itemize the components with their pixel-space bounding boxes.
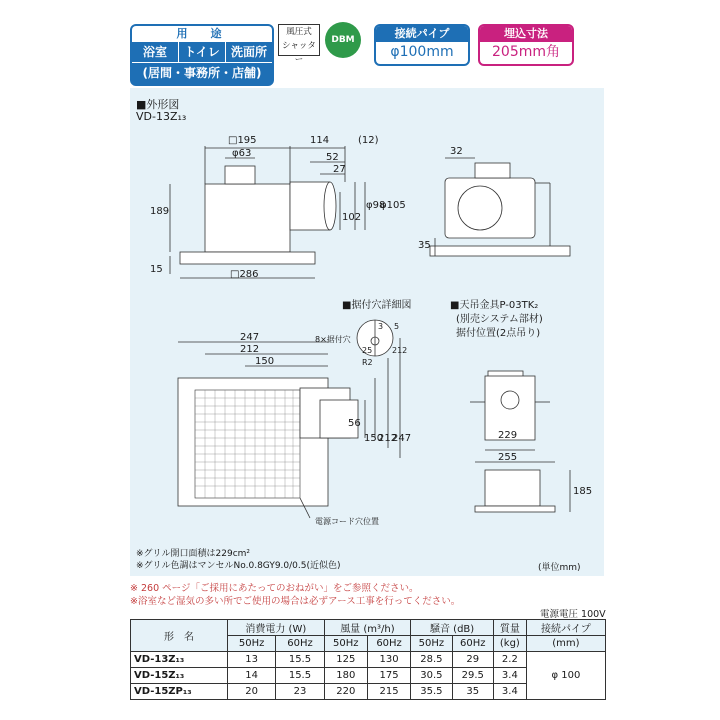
dim-phi105: φ105 <box>380 200 406 211</box>
dim-25: 25 <box>362 346 373 355</box>
dim-32: 32 <box>450 146 463 157</box>
row-n60: 29 <box>452 652 493 668</box>
shutter-badge <box>278 24 320 65</box>
th-mass-unit: (kg) <box>493 636 526 652</box>
usage-title: 用 途 <box>132 26 272 42</box>
row-model: VD-13Z₁₃ <box>131 652 228 668</box>
body-side-view <box>205 184 290 252</box>
row-f60: 130 <box>367 652 410 668</box>
th-power: 消費電力 (W) <box>228 620 325 636</box>
row-f50: 220 <box>324 684 367 700</box>
dim-212-detail: 212 <box>392 346 408 355</box>
row-p50: 13 <box>228 652 276 668</box>
row-n50: 28.5 <box>411 652 452 668</box>
row-f50: 125 <box>324 652 367 668</box>
cord-hole-label: 電源コード穴位置 <box>315 517 379 526</box>
size-value: 205mm角 <box>492 44 560 60</box>
th-mass: 質量 <box>493 620 526 636</box>
usage-washroom: 洗面所 <box>230 45 267 59</box>
pipe-top <box>225 166 255 184</box>
pipe-title: 接続パイプ <box>376 26 468 42</box>
hanger-sub2: 据付位置(2点吊り) <box>456 328 541 339</box>
hanger-title: ■天吊金具P-03TK₂ <box>450 300 539 311</box>
row-mass: 3.4 <box>493 668 526 684</box>
dim-56: 56 <box>348 418 361 429</box>
dbm-logo: DBM <box>325 22 361 58</box>
dim-27: 27 <box>333 164 346 175</box>
th-flow-60: 60Hz <box>367 636 410 652</box>
dim-212-h: 212 <box>240 344 260 355</box>
row-n50: 35.5 <box>411 684 452 700</box>
pipe-value: φ100mm <box>390 44 454 60</box>
th-model: 形 名 <box>131 620 228 652</box>
unit-label: (単位mm) <box>538 563 581 573</box>
dim-3: 3 <box>378 322 384 331</box>
row-f60: 175 <box>367 668 410 684</box>
detail-title: ■据付穴詳細図 <box>342 300 412 311</box>
dim-247-v: 247 <box>392 433 412 444</box>
row-p60: 15.5 <box>276 652 324 668</box>
dim-35: 35 <box>418 240 431 251</box>
row-n60: 29.5 <box>452 668 493 684</box>
mount-holes-label: 8×据付穴 <box>315 335 351 344</box>
th-flow-50: 50Hz <box>324 636 367 652</box>
size-title: 埋込寸法 <box>480 26 572 42</box>
note-grille-area: ※グリル開口面積は229cm² <box>136 549 251 559</box>
row-p50: 14 <box>228 668 276 684</box>
row-model: VD-15Z₁₃ <box>131 668 228 684</box>
th-flow: 風量 (m³/h) <box>324 620 411 636</box>
dim-phi98: φ98 <box>366 200 386 211</box>
th-noise: 騒音 (dB) <box>411 620 494 636</box>
row-model: VD-15ZP₁₃ <box>131 684 228 700</box>
note-grille-color: ※グリル色調はマンセルNo.0.8GY9.0/0.5(近似色) <box>136 561 341 571</box>
spec-table <box>130 619 606 700</box>
dim-12: (12) <box>358 135 379 146</box>
voltage-label: 電源電圧 100V <box>540 609 606 620</box>
dim-150-h: 150 <box>255 356 275 367</box>
footnote-2: ※浴室など湿気の多い所でご使用の場合は必ずアース工事を行ってください。 <box>130 596 461 607</box>
size-badge <box>478 24 574 66</box>
dim-114: 114 <box>310 135 330 146</box>
th-power-60: 60Hz <box>276 636 324 652</box>
hanger-side <box>485 470 540 506</box>
dim-15: 15 <box>150 264 163 275</box>
th-pipe: 接続パイプ <box>526 620 605 636</box>
drawing-panel <box>130 88 604 576</box>
model-label: VD-13Z₁₃ <box>136 110 187 123</box>
dim-52: 52 <box>326 152 339 163</box>
dim-247-h: 247 <box>240 332 260 343</box>
dim-102: 102 <box>342 212 362 223</box>
usage-sub: (居間・事務所・店舗) <box>132 62 272 83</box>
th-noise-60: 60Hz <box>452 636 493 652</box>
grille-side <box>180 252 315 264</box>
dim-185: 185 <box>573 486 593 497</box>
usage-bath: 浴室 <box>132 42 179 62</box>
dim-r2: R2 <box>362 358 373 367</box>
row-mass: 3.4 <box>493 684 526 700</box>
row-p50: 20 <box>228 684 276 700</box>
footnote-1: ※ 260 ページ「ご採用にあたってのおねがい」をご参照ください。 <box>130 583 419 594</box>
row-n60: 35 <box>452 684 493 700</box>
usage-badge <box>130 24 274 86</box>
dim-195: □195 <box>228 135 257 146</box>
dim-150-v: 150 <box>364 433 384 444</box>
dim-5: 5 <box>394 322 400 331</box>
shutter-line2: シャッター <box>282 41 316 65</box>
usage-toilet: トイレ <box>179 42 226 62</box>
pipe-cell: φ 100 <box>526 652 605 700</box>
dim-229: 229 <box>498 430 518 441</box>
shutter-line1: 風圧式 <box>286 27 312 37</box>
dim-212-v: 212 <box>378 433 398 444</box>
th-pipe-unit: (mm) <box>526 636 605 652</box>
dim-255: 255 <box>498 452 518 463</box>
row-p60: 15.5 <box>276 668 324 684</box>
row-f50: 180 <box>324 668 367 684</box>
th-noise-50: 50Hz <box>411 636 452 652</box>
pipe-badge <box>374 24 470 66</box>
row-p60: 23 <box>276 684 324 700</box>
dim-phi63: φ63 <box>232 148 252 159</box>
row-mass: 2.2 <box>493 652 526 668</box>
hanger-sub1: (別売システム部材) <box>456 314 543 325</box>
row-n50: 30.5 <box>411 668 452 684</box>
th-power-50: 50Hz <box>228 636 276 652</box>
section-title: ■外形図 <box>136 98 180 111</box>
dim-189: 189 <box>150 206 170 217</box>
table-row <box>131 652 606 668</box>
row-f60: 215 <box>367 684 410 700</box>
dim-286: □286 <box>230 269 259 280</box>
